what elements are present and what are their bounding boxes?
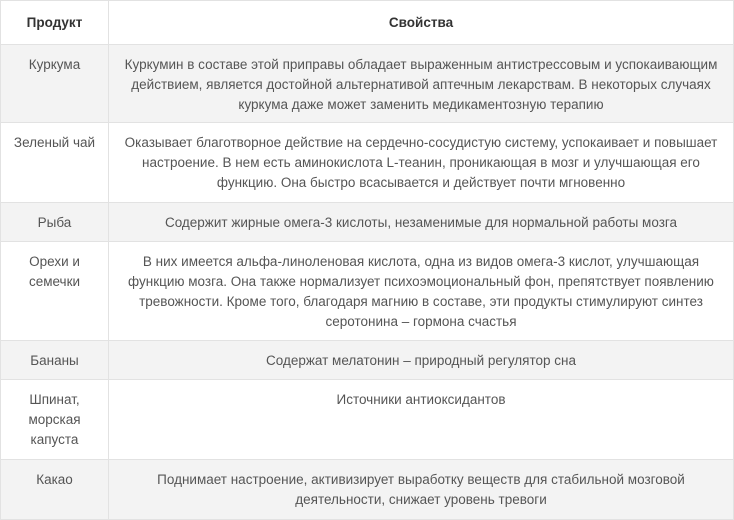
table-row <box>1 380 734 460</box>
properties-cell: Содержит жирные омега-3 кислоты, незаменимые для нормальной работы мозга <box>109 203 734 242</box>
product-cell: Орехи и семечки <box>1 242 109 341</box>
header-properties: Свойства <box>109 1 734 45</box>
properties-cell: Источники антиоксидантов <box>109 380 734 460</box>
properties-cell: В них имеется альфа-линоленовая кислота, одна из видов омега-3 кислот, улучшающая функцию мозга. Она также нормализует психоэмоциональный фон, препятствует появлению тревожности. Кроме того, благодаря магнию в составе, эти продукты стимулируют синтез серотонина – гормона счастья <box>109 242 734 341</box>
header-product: Продукт <box>1 1 109 45</box>
product-cell: Бананы <box>1 341 109 380</box>
product-cell: Зеленый чай <box>1 123 109 203</box>
product-cell: Рыба <box>1 203 109 242</box>
product-cell: Куркума <box>1 45 109 123</box>
table-row <box>1 341 734 380</box>
table-row <box>1 460 734 520</box>
table-header-row <box>1 1 734 45</box>
table-row <box>1 123 734 203</box>
table-row <box>1 45 734 123</box>
properties-cell: Оказывает благотворное действие на сердечно-сосудистую систему, успокаивает и повышает настроение. В нем есть аминокислота L-теанин, проникающая в мозг и улучшающая его функцию. Она быстро всасывается и действует почти мгновенно <box>109 123 734 203</box>
properties-cell: Содержат мелатонин – природный регулятор сна <box>109 341 734 380</box>
properties-cell: Поднимает настроение, активизирует выработку веществ для стабильной мозговой деятельности, снижает уровень тревоги <box>109 460 734 520</box>
table-row <box>1 242 734 341</box>
properties-cell: Куркумин в составе этой приправы обладает выраженным антистрессовым и успокаивающим действием, является достойной альтернативой аптечным лекарствам. В некоторых случаях куркума даже может заменить медикаментозную терапию <box>109 45 734 123</box>
product-cell: Шпинат, морская капуста <box>1 380 109 460</box>
product-cell: Какао <box>1 460 109 520</box>
table-row <box>1 203 734 242</box>
